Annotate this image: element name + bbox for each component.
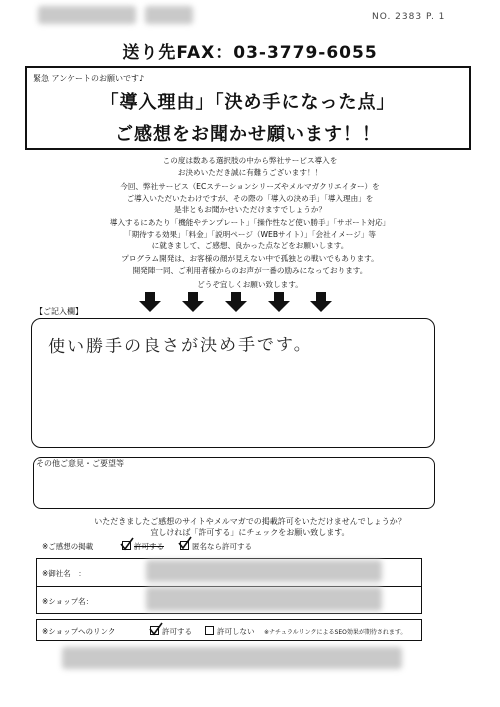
link-deny-checkbox[interactable]	[205, 626, 214, 635]
redacted-shop-name	[146, 587, 382, 611]
other-comments-box[interactable]	[33, 457, 435, 509]
fax-number-title: 送り先FAX：03-3779-6055	[122, 43, 378, 63]
redacted-sender-header	[38, 6, 136, 24]
redacted-sender-header-2	[145, 6, 193, 24]
closing-paragraph: どうぞ宜しくお願い致します。	[197, 280, 303, 289]
feedback-entry-box[interactable]	[31, 318, 435, 448]
shop-name-label: ※ショップ名：	[42, 597, 94, 606]
permission-question: いただきましたご感想のサイトやメルマガでの掲載許可をいただけませんでしょうか？ 宜しければ「許可する」にチェックをお願い致します。	[94, 517, 406, 537]
company-name-label: ※御社名 ：	[42, 569, 86, 578]
entry-label: 【ご記入欄】	[35, 307, 83, 316]
shop-link-label: ※ショップへのリンク	[42, 627, 116, 636]
seo-note: ※ナチュラルリンクによるSEO効果が期待されます。	[264, 629, 407, 636]
link-deny-label: 許可しない	[217, 627, 255, 636]
link-allow-label: 許可する	[162, 627, 192, 636]
topics-paragraph: 導入するにあたり「機能やテンプレート」「操作性など使い勝手」「サポート対応」 「期待する効果」「料金」「説明ページ（WEBサイト）」「会社イメージ」等 に就きまして、ご感想、良かった点などをお願いします。	[109, 218, 391, 250]
headline-box	[25, 66, 471, 150]
checkmark-icon	[177, 535, 193, 551]
headline-line1: 「導入理由」「決め手になった点」	[100, 92, 396, 113]
handwritten-answer: 使い勝手の良さが決め手です。	[47, 334, 313, 358]
headline-line2: ご感想をお聞かせ願います！！	[115, 124, 381, 145]
checkmark-icon	[119, 536, 135, 552]
redacted-company-name	[146, 560, 382, 582]
developer-paragraph: プログラム開発は、お客様の顔が見えない中で孤独との戦いでもあります。 開発陣一同、ご利用者様からのお声が一番の励みになっております。	[121, 254, 379, 275]
page-number: NO. 2383 P. 1	[372, 12, 446, 22]
publish-permission-label: ※ご感想の掲載	[42, 542, 94, 551]
other-comments-label: その他ご意見・ご要望等	[36, 459, 124, 468]
redacted-footer	[62, 647, 402, 669]
publish-allow-label: 許可する	[134, 542, 164, 551]
urgent-label: 緊急 アンケートのお願いです♪	[33, 74, 145, 83]
publish-anonymous-label: 匿名なら許可する	[192, 542, 252, 551]
intro-paragraph: この度は数ある選択肢の中から弊社サービス導入を お決めいただき誠に有難うございます！！	[162, 156, 338, 177]
request-paragraph: 今回、弊社サービス（ECステーションシリーズやメルマガクリエイター）を ご導入いただいたわけですが、その際の「導入の決め手」「導入理由」を 是非ともお聞かせいただけますでしょうか？	[120, 182, 380, 214]
